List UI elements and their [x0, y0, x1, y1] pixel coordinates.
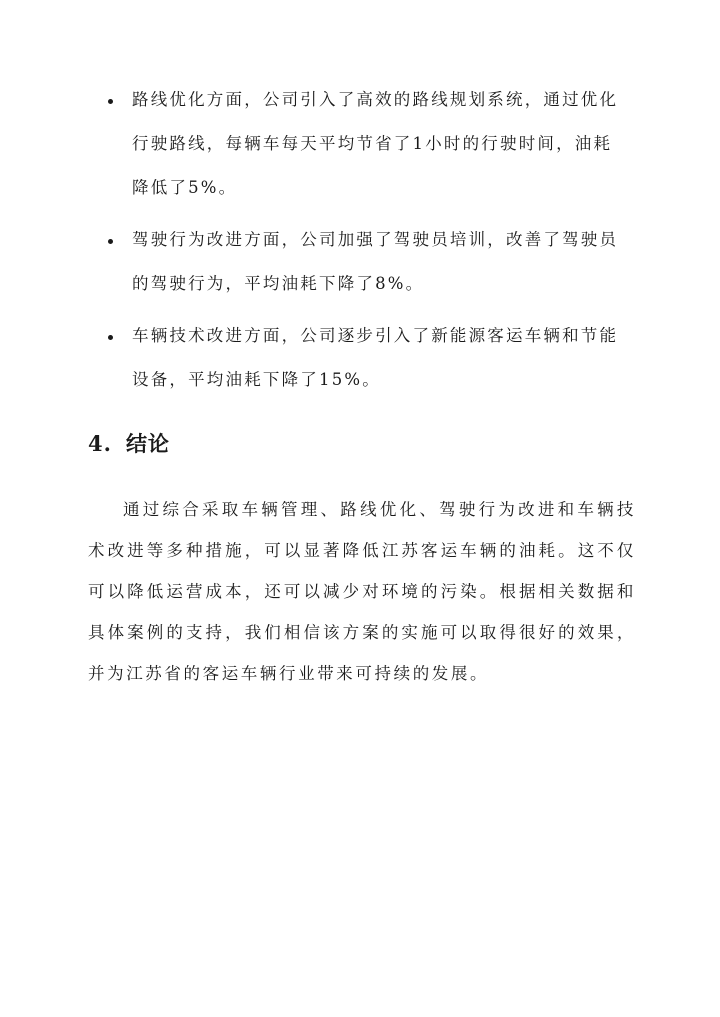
- section-title: 结论: [125, 431, 170, 456]
- bullet-icon: [108, 239, 113, 244]
- bullet-list: [0, 78, 720, 410]
- list-item: [0, 314, 720, 402]
- section-number: 4.: [88, 431, 112, 456]
- bullet-icon: [108, 335, 113, 340]
- bullet-text: 车辆技术改进方面，公司逐步引入了新能源客运车辆和节能设备，平均油耗下降了15%。: [132, 326, 619, 389]
- list-item: [0, 218, 720, 306]
- list-item: [0, 78, 720, 210]
- bullet-text: 驾驶行为改进方面，公司加强了驾驶员培训，改善了驾驶员的驾驶行为，平均油耗下降了8%。: [132, 230, 619, 293]
- conclusion-paragraph: 通过综合采取车辆管理、路线优化、驾驶行为改进和车辆技术改进等多种措施，可以显著降低江苏客运车辆的油耗。这不仅可以降低运营成本，还可以减少对环境的污染。根据相关数据和具体案例的支持，我们相信该方案的实施可以取得很好的效果，并为江苏省的客运车辆行业带来可持续的发展。: [88, 500, 636, 683]
- bullet-icon: [108, 99, 113, 104]
- bullet-text: 路线优化方面，公司引入了高效的路线规划系统，通过优化行驶路线，每辆车每天平均节省了1小时的行驶时间，油耗降低了5%。: [132, 90, 619, 197]
- section-heading: [88, 426, 170, 462]
